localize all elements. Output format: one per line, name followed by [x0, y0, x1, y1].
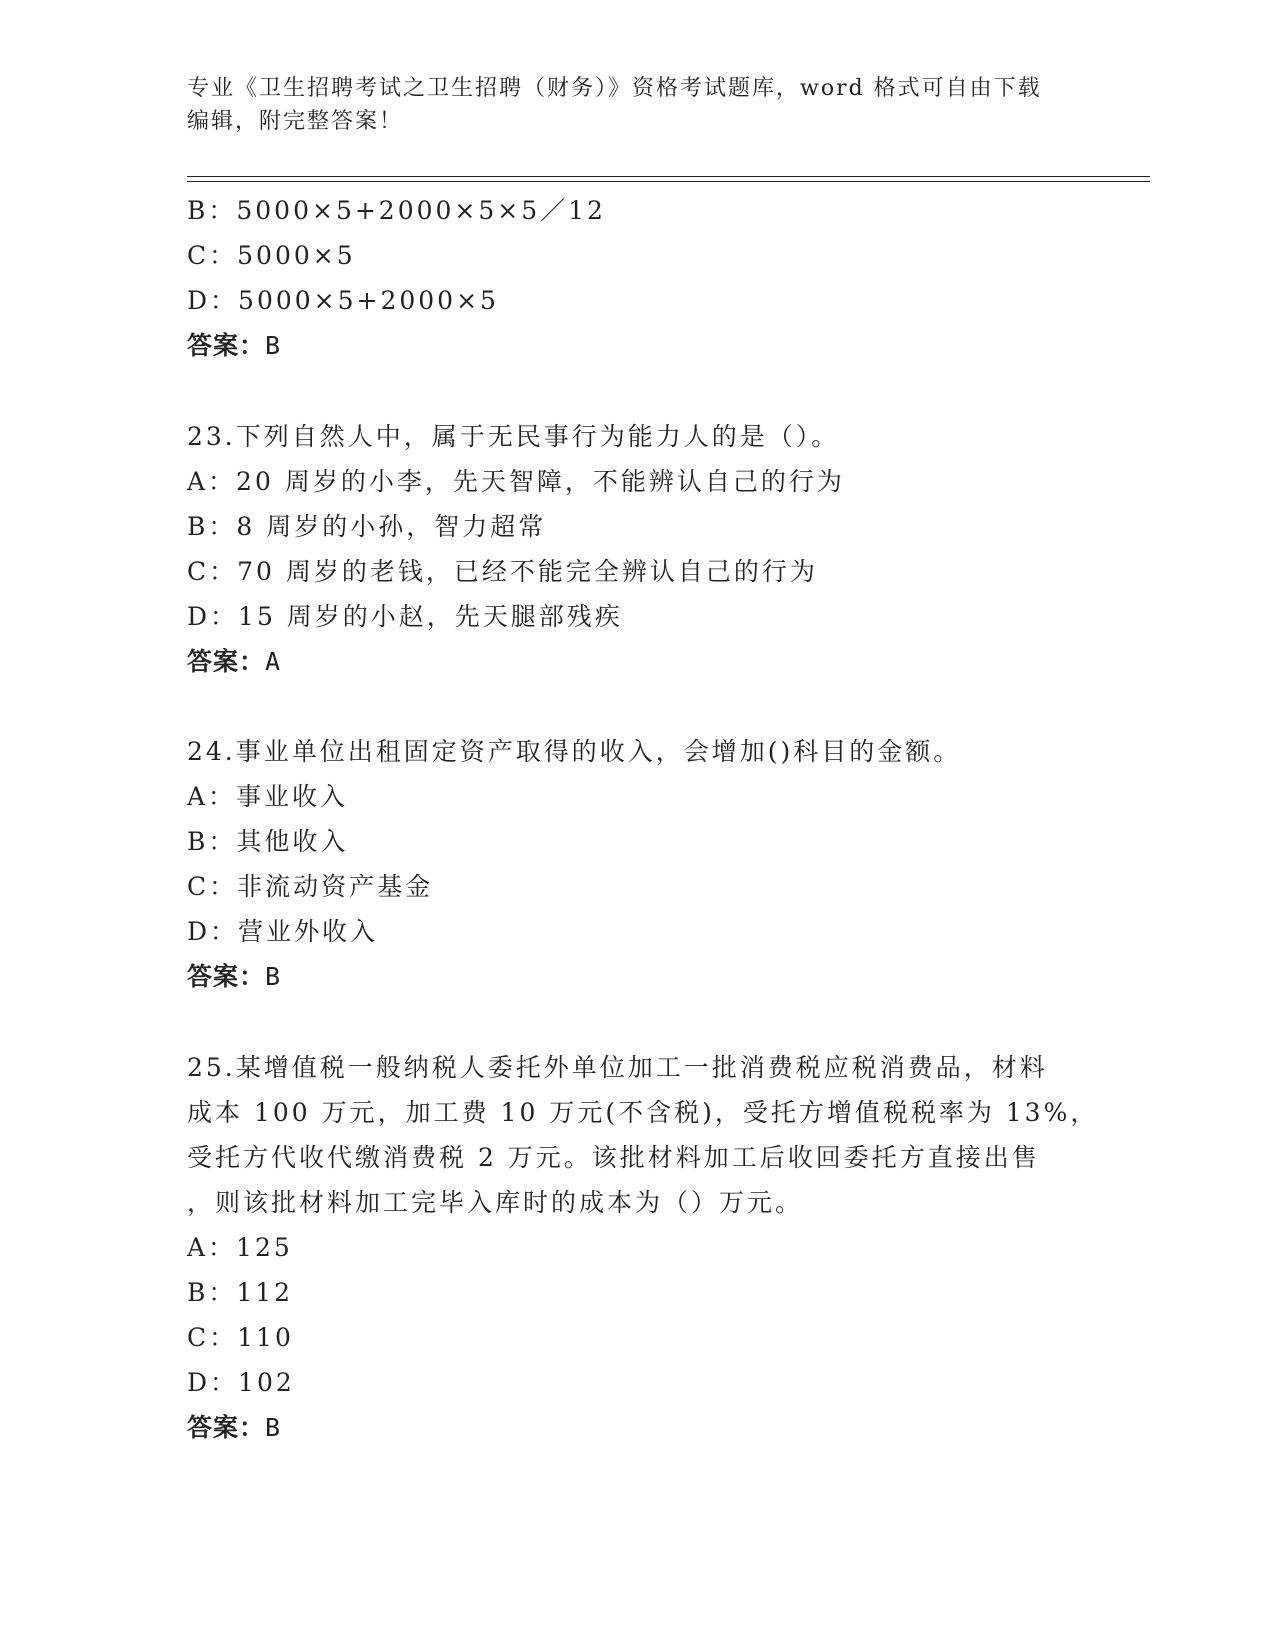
q24-option-d: D：营业外收入: [187, 917, 379, 946]
q23-option-a: A：20 周岁的小李，先天智障，不能辨认自己的行为: [187, 467, 845, 496]
q23-stem: 23.下列自然人中，属于无民事行为能力人的是（）。: [187, 422, 840, 451]
answer-value: B: [265, 1413, 282, 1442]
q25-option-a: A：125: [187, 1233, 293, 1262]
answer-label: 答案：: [187, 1413, 266, 1442]
answer-label: 答案：: [187, 962, 266, 991]
q25-option-b: B：112: [187, 1278, 294, 1307]
q23-option-b: B：8 周岁的小孙，智力超常: [187, 512, 547, 541]
q24-answer: [187, 962, 281, 992]
answer-label: 答案：: [187, 647, 266, 676]
q25-option-c: C：110: [187, 1323, 294, 1352]
q23-option-c: C：70 周岁的老钱，已经不能完全辨认自己的行为: [187, 557, 818, 586]
q25-stem-line-2: 成本 100 万元，加工费 10 万元(不含税)，受托方增值税税率为 13%，: [187, 1098, 1099, 1127]
answer-value: B: [265, 331, 282, 360]
q22-option-c: C：5000×5: [187, 241, 356, 270]
header-divider-top: [187, 176, 1150, 177]
answer-value: A: [265, 647, 282, 676]
q25-stem-line-3: 受托方代收代缴消费税 2 万元。该批材料加工后收回委托方直接出售: [187, 1143, 1040, 1172]
q22-option-d: D：5000×5+2000×5: [187, 286, 499, 315]
q24-option-a: A：事业收入: [187, 782, 349, 811]
q23-option-d: D：15 周岁的小赵，先天腿部残疾: [187, 602, 623, 631]
q25-stem-line-1: 25.某增值税一般纳税人委托外单位加工一批消费税应税消费品，材料: [187, 1053, 1048, 1082]
header-line-2: 编辑，附完整答案！: [187, 109, 404, 134]
q24-option-c: C：非流动资产基金: [187, 872, 434, 901]
q25-stem-line-4: ，则该批材料加工完毕入库时的成本为（）万元。: [187, 1188, 804, 1217]
answer-value: B: [265, 962, 282, 991]
q22-answer: [187, 331, 281, 361]
header-line-1: 专业《卫生招聘考试之卫生招聘（财务）》资格考试题库，word 格式可自由下载: [187, 76, 1042, 101]
q24-option-b: B：其他收入: [187, 827, 349, 856]
q24-stem: 24.事业单位出租固定资产取得的收入，会增加()科目的金额。: [187, 737, 962, 766]
header-divider-bottom: [187, 181, 1150, 182]
q25-option-d: D：102: [187, 1368, 295, 1397]
q25-answer: [187, 1413, 281, 1443]
q23-answer: [187, 647, 281, 677]
answer-label: 答案：: [187, 331, 266, 360]
document-header: [187, 72, 1087, 138]
q22-option-b: B：5000×5+2000×5×5／12: [187, 196, 606, 225]
